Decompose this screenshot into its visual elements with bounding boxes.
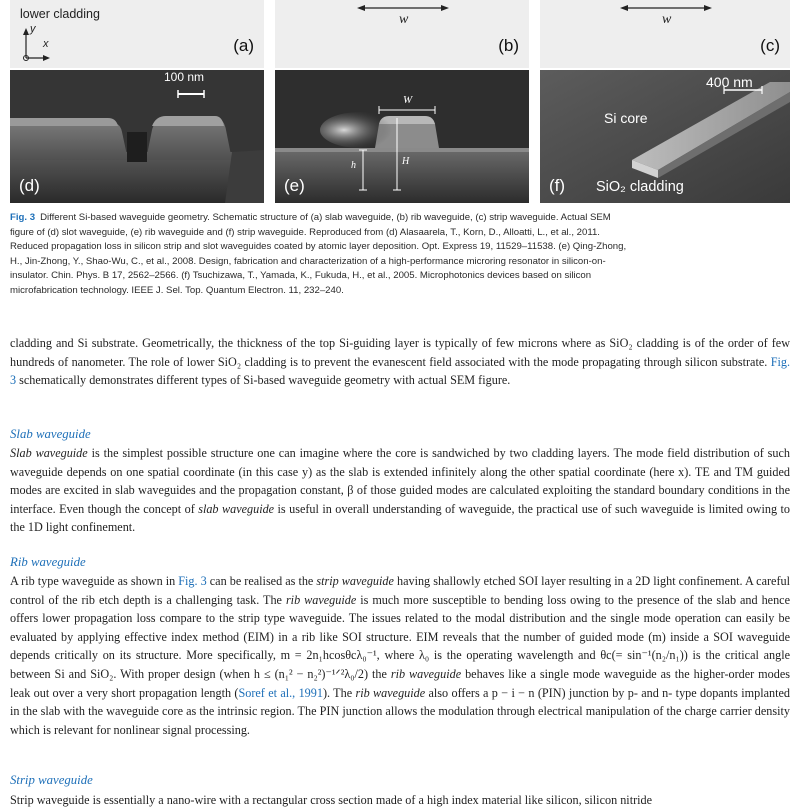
lower-cladding-label: lower cladding: [20, 7, 100, 21]
width-arrow-icon: [275, 0, 529, 68]
si-core-label: Si core: [604, 110, 648, 126]
panel-c-strip-schematic: [540, 0, 790, 68]
figure-caption: [10, 211, 790, 299]
rib-waveguide-image: [275, 70, 529, 203]
section-heading-strip: Strip waveguide: [10, 773, 93, 787]
width-label: w: [662, 12, 672, 27]
panel-d-slot-sem: [10, 70, 264, 203]
citation-link[interactable]: Soref et al., 1991: [238, 685, 323, 700]
scale-bar-label: 100 nm: [164, 70, 205, 84]
section-heading-rib: Rib waveguide: [10, 555, 86, 569]
scale-bar-label: 400 nm: [706, 74, 753, 90]
dim-H-label: H: [402, 156, 410, 167]
paragraph-rib: A rib type waveguide as shown in Fig. 3 can be realised as the strip waveguide having shallowly etched SOI layer resulting in a 2D light confinement. A careful control of the rib etch depth is a challenging task. The rib waveguide is much more susceptible to bending loss owing to the presence of the slab and hence offers lower propagation loss compare to the strip type waveguide. The issues related to the modal distribution and the single mode operation can easily be evaluated by applying effective index method (EIM) in a rib like SOI structure. EIM reveals that the number of guided mode (m) inside a SOI waveguide depends critically on its structure. More specifically, m = 2n₁hcosθcλ₀⁻¹, where λ₀ is the operating wavelength and θc(= sin⁻¹(n₂/n₁)) is the critical angle between Si and SiO₂. With proper design (when h ≤ (n₁² − n₂²)⁻¹ᐟ²λ₀/2) the rib waveguide behaves like a single mode waveguide as the higher-order modes leak out over a very short propagation length (Soref et al., 1991). The rib waveguide also offers a p − i − n (PIN) junction by p- and n- type dopants implanted in the slab with the waveguide core as the intrinsic region. The PIN junction allows the modulation through electrical manipulation of the charge carrier density which is relevant for nonlinear signal processing.: [10, 574, 791, 737]
panel-f-strip-sem: [540, 70, 790, 203]
paragraph-strip: Strip waveguide is essentially a nano-wire with a rectangular cross section made of a high index material like silicon, silicon nitride: [10, 793, 653, 807]
dim-h-label: h: [351, 160, 356, 171]
panel-b-rib-schematic: [275, 0, 529, 68]
axis-y-label: y: [30, 23, 36, 35]
slot-waveguide-image: [10, 70, 264, 203]
panel-e-label: (e): [284, 176, 305, 195]
caption-line: insulator. Chin. Phys. B 17, 2562–2566. (f) Tsuchizawa, T., Yamada, K., Fukuda, H., et al., 2005. Microphotonics devices based on silicon: [10, 270, 592, 282]
axis-x-label: x: [43, 38, 49, 50]
caption-line: Reduced propagation loss in silicon strip and slot waveguides coated by atomic layer deposition. Opt. Express 19, 11529–11538. (e) Qing-Zhong,: [10, 241, 627, 253]
width-arrow-icon: [540, 0, 790, 68]
caption-line: Fig. 3 Different Si-based waveguide geometry. Schematic structure of (a) slab waveguide, (b) rib waveguide, (c) strip waveguide. Actual SEM: [10, 212, 611, 223]
panel-d-label: (d): [19, 176, 40, 195]
panel-c-label: (c): [760, 36, 780, 55]
figure-link[interactable]: Fig. 3: [10, 354, 790, 388]
panel-b-label: (b): [498, 36, 519, 55]
caption-line: microfabrication technology. IEEE J. Sel. Top. Quantum Electron. 11, 232–240.: [10, 284, 344, 296]
panel-a-slab-schematic: [10, 0, 264, 68]
section-heading-slab: Slab waveguide: [10, 427, 91, 441]
caption-line: figure of (d) slot waveguide, (e) rib waveguide and (f) strip waveguide. Reproduced from (d) Alasaarela, T., Korn, D., Alloatti, L., et al., 2011.: [10, 226, 600, 238]
sio2-cladding-label: SiO₂ cladding: [596, 179, 684, 195]
panel-e-rib-sem: [275, 70, 529, 203]
figure-link[interactable]: Fig. 3: [178, 574, 207, 588]
figure-3: [10, 0, 790, 205]
panel-f-label: (f): [549, 176, 566, 195]
width-label: w: [399, 12, 409, 27]
dim-w-label: W: [403, 94, 413, 106]
paragraph-slab: Slab waveguide is the simplest possible structure one can imagine where the core is sandwiched by two cladding layers. The mode field distribution of such waveguide depends on one spatial coordinate (in this case y) as the slab is extended infinitely along the other spatial coordinate (here x). TE and TM guided modes are excited in slab waveguides and the propagation constant, β of those guided modes are calculated exploiting the standard boundary conditions in the interface. Even though the concept of slab waveguide is useful in overall understanding of waveguide, the practical use of such waveguide is limited owing to the 1D light confinement.: [10, 446, 790, 535]
paragraph-intro: cladding and Si substrate. Geometrically, the thickness of the top Si-guiding layer is typically of few microns where as SiO₂ cladding is of the order of few hundreds of nanometer. The role of lower SiO₂ cladding is to prevent the evanescent field associated with the mode propagating through silicon substrate. Fig. 3 schematically demonstrates different types of Si-based waveguide geometry with actual SEM figure.: [10, 336, 790, 388]
figure-ref[interactable]: Fig. 3: [10, 212, 36, 223]
panel-a-label: (a): [233, 36, 254, 55]
caption-line: H., Jin-Zhong, Y., Shao-Wu, C., et al., 2008. Design, fabrication and characterization of a high-performance microring resonator in silicon-on-: [10, 255, 606, 267]
axis-icon: [10, 0, 70, 68]
